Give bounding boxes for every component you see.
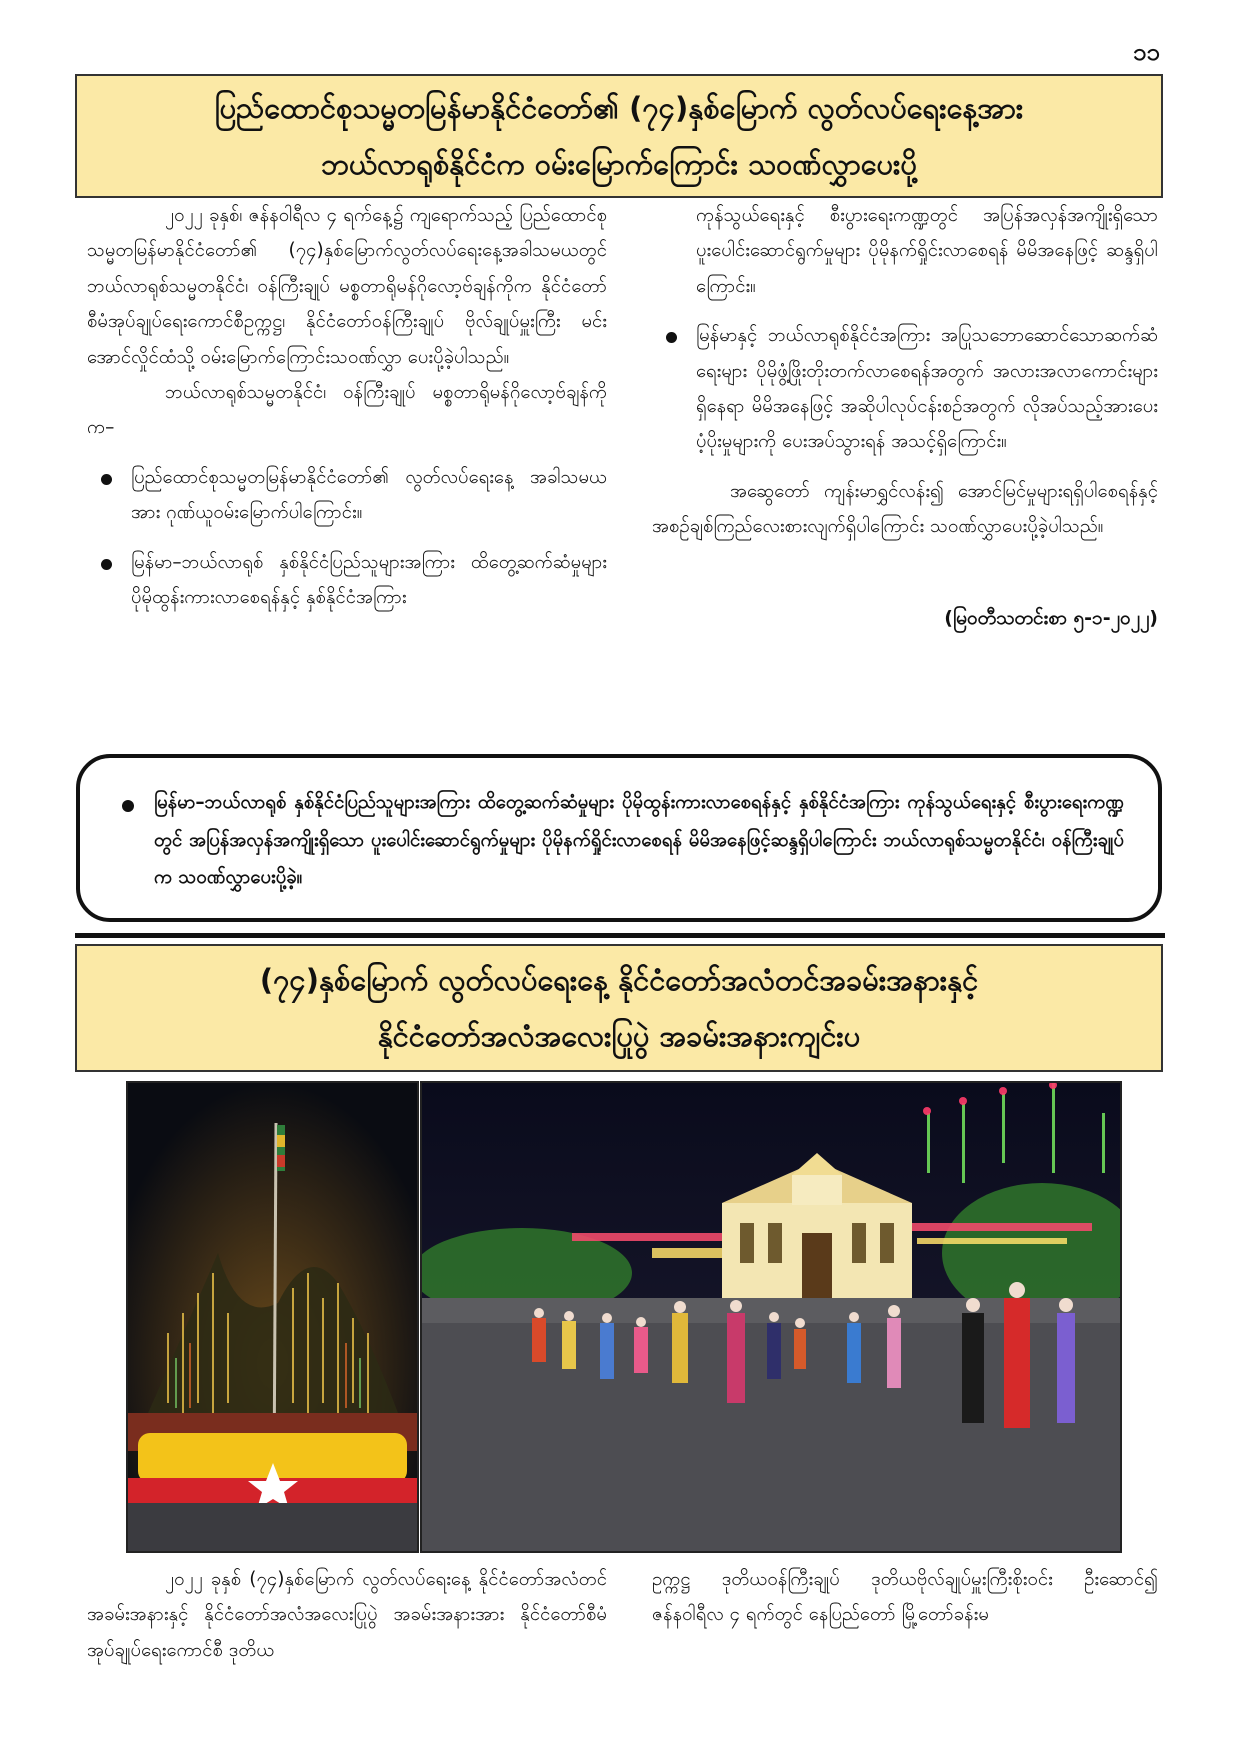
article2-left-column [87,1562,607,1668]
article1-right-column [652,198,1158,636]
section-divider [75,933,1165,938]
article1-bullet-3: မြန်မာနှင့် ဘယ်လာရုစ်နိုင်ငံအကြား အပြုသဘောဆောင်သောဆက်ဆံရေးများ ပိုမိုဖွံ့ဖြိုးတိုးတက်လာစေရန်အတွက် အလားအလာကောင်းများရှိနေရာ မိမိအနေဖြင့် အဆိုပါလုပ်ငန်းစဉ်အတွက် လိုအပ်သည့်အားပေးပံ့ပိုးမှုများကို ပေးအပ်သွားရန် အသင့်ရှိကြောင်း။ [652,318,1158,460]
article2-title-banner [75,944,1163,1072]
article2-paragraph-1-continued: ဥက္ကဋ္ဌ ဒုတိယဝန်ကြီးချုပ် ဒုတိယဗိုလ်ချုပ်မှူးကြီးစိုးဝင်း ဦးဆောင်၍ ဇန်နဝါရီလ ၄ ရက်တွင် နေပြည်တော် မြို့တော်ခန်းမ [652,1569,1158,1626]
article1-source: (မြဝတီသတင်းစာ ၅-၁-၂၀၂၂) [944,606,1158,629]
article1-closing-paragraph: အဆွေတော် ကျန်းမာရွှင်လန်း၍ အောင်မြင်မှုများရရှိပါစေရန်နှင့် အစဉ်ချစ်ကြည်လေးစားလျက်ရှိပါကြောင်း သဝဏ်လွှာပေးပို့ခဲ့ပါသည်။ [652,480,1158,538]
article1-title-banner [75,74,1163,198]
page-number: ၁၁ [1133,38,1160,66]
article1-bullet-list-left [87,460,607,616]
article2-right-column [652,1562,1158,1633]
article1-bullet-2-continued: ကုန်သွယ်ရေးနှင့် စီးပွားရေးကဏ္ဍတွင် အပြန်အလှန်အကျိုးရှိသောပူးပေါင်းဆောင်ရွက်မှုများ ပိုမိုနက်ရှိုင်းလာစေရန် မိမိအနေဖြင့် ဆန္ဒရှိပါကြောင်း။ [696,205,1158,297]
summary-callout-box [76,754,1162,922]
article1-bullet-1: ပြည်ထောင်စုသမ္မတမြန်မာနိုင်ငံတော်၏ လွတ်လပ်ရေးနေ့ အခါသမယအား ဂုဏ်ယူဝမ်းမြောက်ပါကြောင်း။ [87,460,607,531]
article1-title-line2: ဘယ်လာရုစ်နိုင်ငံက ဝမ်းမြောက်ကြောင်း သဝဏ်လွှာပေးပို့ [321,147,917,181]
flag-ceremony-photo [126,1081,419,1553]
article2-paragraph-1: ၂၀၂၂ ခုနှစ် (၇၄)နှစ်မြောက် လွတ်လပ်ရေးနေ့ နိုင်ငံတော်အလံတင်အခမ်းအနားနှင့် နိုင်ငံတော်အလံအလေးပြုပွဲ အခမ်းအနားအား နိုင်ငံတော်စီမံအုပ်ချုပ်ရေးကောင်စီ ဒုတိယ [87,1569,607,1661]
article1-left-column [87,198,607,629]
article1-bullet-2: မြန်မာ–ဘယ်လာရုစ် နှစ်နိုင်ငံပြည်သူများအကြား ထိတွေ့ဆက်ဆံမှုများ ပိုမိုထွန်းကားလာစေရန်နှင့် နှစ်နိုင်ငံအကြား [87,545,607,616]
article1-title-line1: ပြည်ထောင်စုသမ္မတမြန်မာနိုင်ငံတော်၏ (၇၄)နှစ်မြောက် လွတ်လပ်ရေးနေ့အား [214,91,1024,125]
national-races-photo [420,1081,1122,1553]
summary-text: မြန်မာ–ဘယ်လာရုစ် နှစ်နိုင်ငံပြည်သူများအကြား ထိတွေ့ဆက်ဆံမှုများ ပိုမိုထွန်းကားလာစေရန်နှင့် နှစ်နိုင်ငံအကြား ကုန်သွယ်ရေးနှင့် စီးပွားရေးကဏ္ဍတွင် အပြန်အလှန်အကျိုးရှိသော ပူးပေါင်းဆောင်ရွက်မှုများ ပိုမိုနက်ရှိုင်းလာစေရန် မိမိအနေဖြင့်ဆန္ဒရှိပါကြောင်း ဘယ်လာရုစ်သမ္မတနိုင်ငံ၊ ဝန်ကြီးချုပ်က သဝဏ်လွှာပေးပို့ခဲ့။ [154,792,1124,888]
article1-paragraph-1: ၂၀၂၂ ခုနှစ်၊ ဇန်နဝါရီလ ၄ ရက်နေ့၌ ကျရောက်သည့် ပြည်ထောင်စုသမ္မတမြန်မာနိုင်ငံတော်၏ (၇၄)နှစ်မြောက်လွတ်လပ်ရေးနေ့အခါသမယတွင် ဘယ်လာရုစ်သမ္မတနိုင်ငံ၊ ဝန်ကြီးချုပ် မစ္စတာရိုမန်ဂိုလော့ဗ်ချန်ကိုက နိုင်ငံတော်စီမံအုပ်ချုပ်ရေးကောင်စီဥက္ကဋ္ဌ၊ နိုင်ငံတော်ဝန်ကြီးချုပ် ဗိုလ်ချုပ်မှူးကြီး မင်းအောင်လှိုင်ထံသို့ ဝမ်းမြောက်ကြောင်းသဝဏ်လွှာ ပေးပို့ခဲ့ပါသည်။ [87,205,607,368]
article1-paragraph-2: ဘယ်လာရုစ်သမ္မတနိုင်ငံ၊ ဝန်ကြီးချုပ် မစ္စတာရိုမန်ဂိုလော့ဗ်ချန်ကိုက– [87,382,607,439]
article1-bullet-list-right [652,318,1158,460]
article2-title-line1: (၇၄)နှစ်မြောက် လွတ်လပ်ရေးနေ့ နိုင်ငံတော်အလံတင်အခမ်းအနားနှင့် [259,963,979,997]
article2-title-line2: နိုင်ငံတော်အလံအလေးပြုပွဲ အခမ်းအနားကျင်းပ [377,1019,861,1053]
